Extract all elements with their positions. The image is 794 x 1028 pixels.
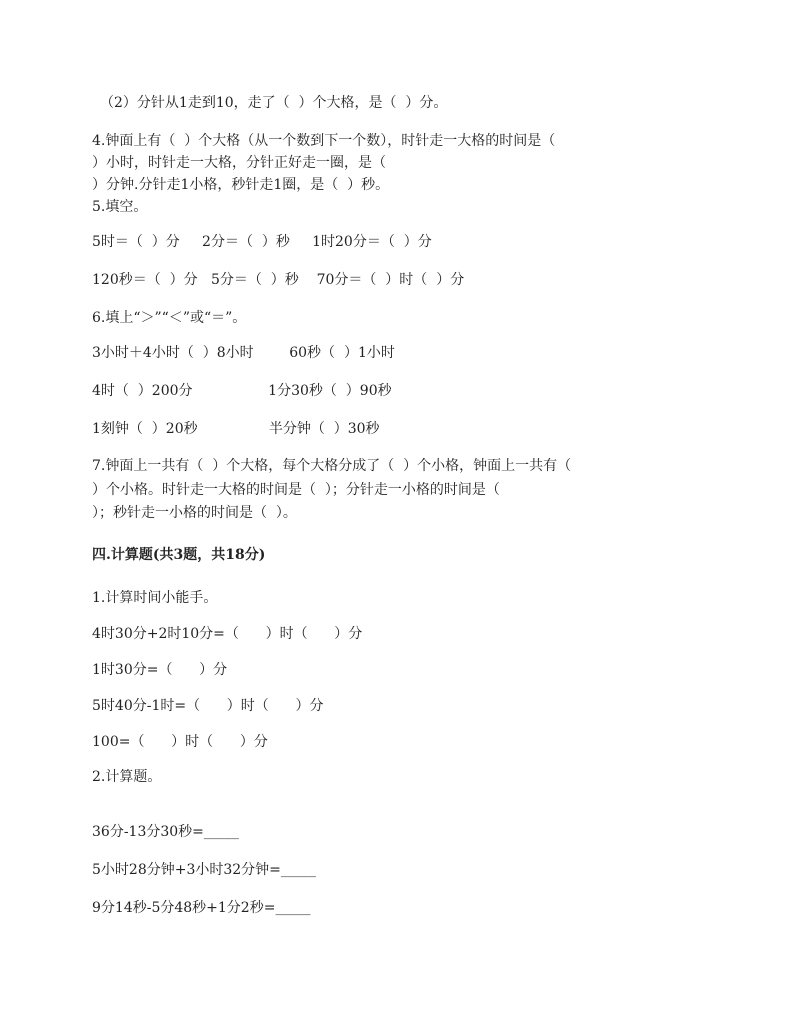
- question-7-line-2: ）个小格。时针走一大格的时间是（ ）；分针走一小格的时间是（: [92, 482, 500, 498]
- question-3-part-2: （2）分针从1走到10，走了（ ）个大格，是（ ）分。: [100, 95, 448, 111]
- question-4-line-3: ）分钟.分针走1小格，秒针走1圈，是（ ）秒。: [92, 177, 390, 193]
- calc-2-title: 2.计算题。: [92, 769, 162, 785]
- calc-1-row-2: 1时30分=（ ）分: [92, 662, 228, 678]
- question-6-title: 6.填上“＞”“＜”或“＝”。: [92, 310, 247, 326]
- question-4-line-1: 4.钟面上有（ ）个大格（从一个数到下一个数），时针走一大格的时间是（: [92, 133, 556, 149]
- calc-2-row-1: 36分-13分30秒=_____: [92, 824, 239, 840]
- question-5-title: 5.填空。: [92, 199, 148, 215]
- question-6-row-2: 4时（ ）200分 1分30秒（ ）90秒: [92, 383, 392, 399]
- question-5-row-2: 120秒＝（ ）分 5分＝（ ）秒 70分＝（ ）时（ ）分: [92, 272, 465, 288]
- section-heading: 四.计算题(共3题，共18分): [92, 547, 266, 563]
- calc-1-row-3: 5时40分-1时=（ ）时（ ）分: [92, 698, 324, 714]
- calc-1-row-1: 4时30分+2时10分=（ ）时（ ）分: [92, 626, 363, 642]
- question-6-row-1: 3小时＋4小时（ ）8小时 60秒（ ）1小时: [92, 345, 395, 361]
- question-5-row-1: 5时＝（ ）分 2分＝（ ）秒 1时20分＝（ ）分: [92, 234, 432, 250]
- calc-1-row-4: 100=（ ）时（ ）分: [92, 734, 268, 750]
- calc-2-row-2: 5小时28分钟+3小时32分钟=_____: [92, 862, 316, 878]
- question-4-line-2: ）小时，时针走一大格，分针正好走一圈，是（: [92, 155, 386, 171]
- calc-1-title: 1.计算时间小能手。: [92, 590, 218, 606]
- question-6-row-3: 1刻钟（ ）20秒 半分钟（ ）30秒: [92, 421, 380, 437]
- question-7-line-3: ）；秒针走一小格的时间是（ ）。: [92, 505, 297, 521]
- calc-2-row-3: 9分14秒-5分48秒+1分2秒=_____: [92, 900, 311, 916]
- question-7-line-1: 7.钟面上一共有（ ）个大格，每个大格分成了（ ）个小格，钟面上一共有（: [92, 458, 572, 474]
